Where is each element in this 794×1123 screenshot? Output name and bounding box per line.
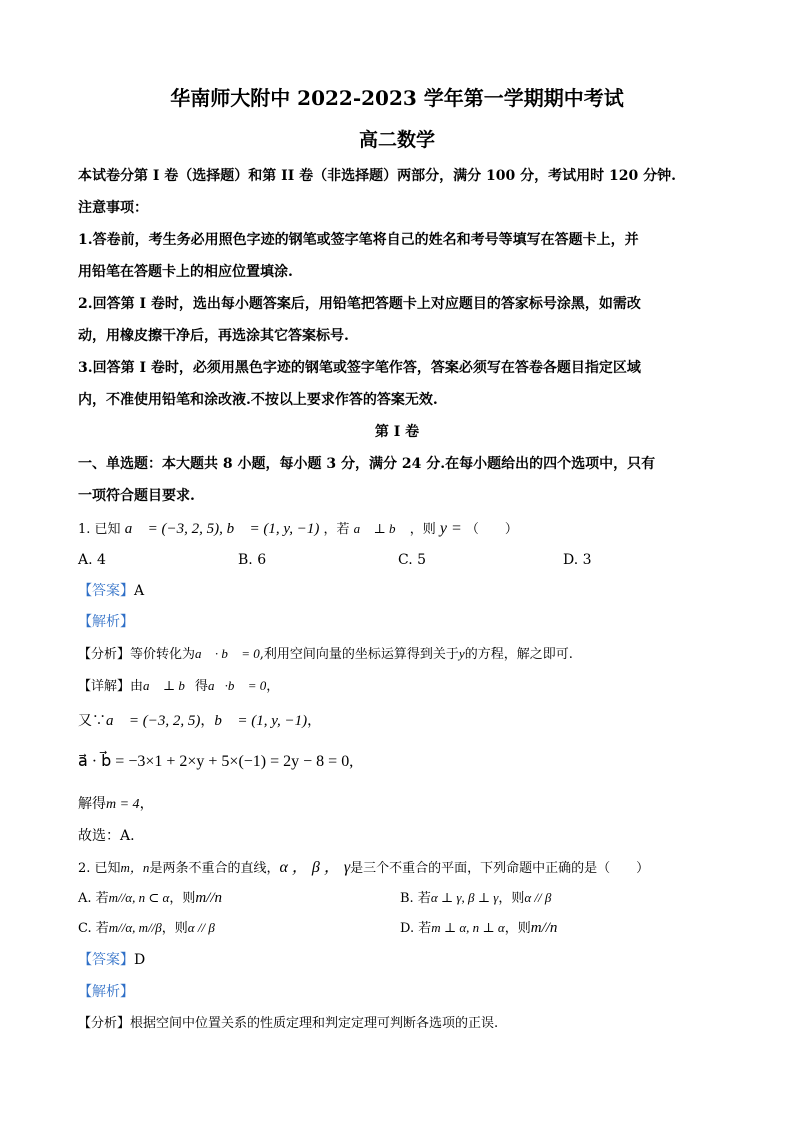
q2-answer-value: D [134, 952, 146, 968]
q2-opt-b-label: B. 若 [400, 891, 431, 906]
q2-answer [78, 950, 145, 970]
exam-subject: 高二数学 [358, 129, 435, 151]
q1-answer [78, 581, 144, 601]
q2-fenxi-text: 根据空间中位置关系的性质定理和判定定理可判断各选项的正误. [130, 1016, 499, 1031]
section-heading-a: 一、单选题：本大题共 8 小题，每小题 3 分，满分 24 分.在每小题给出的四个选项中，只有 [78, 456, 656, 472]
detail-tag: 【详解】 [78, 679, 131, 694]
notice-3a: 3.回答第 I 卷时，必须用黑色字迹的钢笔或签字笔作答，答案必须写在答卷各题目指定区域 [78, 360, 641, 376]
q1-stem [78, 519, 518, 540]
q2-stem-b: 是两条不重合的直线， [149, 861, 280, 876]
notice-2b: 动，用橡皮擦干净后，再选涂其它答案标号. [78, 328, 349, 344]
notice-2a: 2.回答第 I 卷时，选出每小题答案后，用铅笔把答题卡上对应题目的答家标号涂黑，如需改 [78, 296, 641, 312]
q1-detail-m2: a⃗·b⃗ = 0 [208, 678, 267, 693]
q1-fenxi-text-b: ,利用空间向量的坐标运算得到关于 [259, 647, 459, 662]
q2-opt-c-then: ，则 [161, 921, 188, 936]
q2-stem [78, 858, 649, 879]
q1-given-b: b⃗ = (1, y, −1) [214, 713, 308, 729]
q2-opt-b-res: α // β [524, 890, 552, 905]
q1-option-b: B. 6 [238, 552, 267, 568]
q1-end: （ ） [465, 522, 518, 537]
q2-option-d [400, 918, 557, 939]
q1-given-end: ， [307, 713, 322, 729]
q1-detail-a: 由 [130, 679, 144, 694]
q1-option-a: A. 4 [78, 552, 106, 568]
q2-stem-mn: m，n [120, 860, 150, 875]
q1-mid: ，若 [323, 522, 350, 537]
q2-opt-c-math: m//α, m//β [108, 920, 162, 935]
q2-stem-greek: α ， β ， γ [279, 859, 351, 876]
notice-heading: 注意事项： [78, 200, 148, 216]
q2-opt-a-label: A. 若 [78, 891, 109, 906]
exam-title: 华南师大附中 2022-2023 学年第一学期期中考试 [170, 86, 624, 110]
q1-given-sep: ， [200, 713, 215, 729]
q1-solve-end: ， [139, 796, 154, 812]
q2-stem-c: 是三个不重合的平面，下列命题中正确的是（ ） [350, 861, 650, 876]
answer-tag: 【答案】 [78, 583, 134, 599]
q1-option-c: C. 5 [398, 552, 427, 568]
q2-fenxi [78, 1014, 498, 1034]
q1-y: y = [439, 520, 462, 537]
q2-option-c [78, 918, 215, 939]
section-heading-b: 一项符合题目要求. [78, 488, 195, 504]
q2-opt-d-res: m//n [530, 920, 558, 936]
notice-1a: 1.答卷前，考生务必用照色字迹的钢笔或签字笔将自己的姓名和考号等填写在答题卡上，并 [78, 232, 639, 248]
q1-solve [78, 794, 154, 815]
q1-answer-value: A [134, 583, 145, 599]
q1-detail-m1: a⃗ ⊥ b⃗ [143, 678, 195, 693]
q1-choose: 故选：A. [78, 828, 135, 844]
q1-fenxi-math: a⃗ · b⃗ = 0 [195, 646, 260, 661]
q1-solve-prefix: 解得 [78, 796, 106, 812]
q1-fenxi-text-a: 等价转化为 [130, 647, 196, 662]
notice-3b: 内，不准使用铅笔和涂改液.不按以上要求作答的答案无效. [78, 392, 438, 408]
q1-calculation: a⃗ · b⃗ = −3×1 + 2×y + 5×(−1) = 2y − 8 = 0, [78, 753, 354, 770]
q1-vectors: a⃗ = (−3, 2, 5), b⃗ = (1, y, −1) [124, 521, 320, 537]
q2-answer-tag: 【答案】 [78, 952, 134, 968]
q2-opt-a-math: m//α, n ⊂ α [108, 890, 170, 905]
q2-option-b [400, 888, 551, 909]
q1-detail [78, 676, 279, 697]
q1-analysis-tag: 【解析】 [78, 614, 134, 630]
notice-1b: 用铅笔在答题卡上的相应位置填涂. [78, 264, 293, 280]
q2-opt-a-then: ，则 [169, 891, 196, 906]
q1-given-prefix: 又∵ [78, 713, 106, 729]
q2-opt-b-then: ，则 [498, 891, 525, 906]
q1-detail-b: 得 [194, 679, 208, 694]
q1-condition: a⃗ ⊥ b⃗ [353, 521, 406, 536]
q1-prefix: 1. 已知 [78, 522, 121, 537]
q2-stem-a: 2. 已知 [78, 861, 121, 876]
q1-given-a: a⃗ = (−3, 2, 5) [106, 713, 201, 729]
q1-then: ，则 [409, 522, 436, 537]
q2-opt-b-math: α ⊥ γ, β ⊥ γ [430, 890, 499, 905]
q1-option-d: D. 3 [563, 552, 592, 568]
q2-opt-d-then: ，则 [504, 921, 531, 936]
q2-opt-c-res: α // β [187, 920, 215, 935]
q2-analysis-tag: 【解析】 [78, 984, 134, 1000]
q1-given [78, 711, 321, 731]
q2-opt-d-math: m ⊥ α, n ⊥ α [431, 920, 505, 935]
q1-fenxi-y: y [458, 646, 465, 661]
intro-line: 本试卷分第 I 卷（选择题）和第 II 卷（非选择题）两部分，满分 100 分，考试用时 120 分钟. [78, 168, 676, 184]
q1-fenxi [78, 644, 573, 665]
q2-opt-a-res: m//n [195, 890, 222, 906]
fenxi-tag: 【分析】 [78, 647, 131, 662]
q2-option-a [78, 888, 222, 909]
q2-opt-c-label: C. 若 [78, 921, 109, 936]
q1-detail-c: ， [266, 679, 280, 694]
q2-fenxi-tag: 【分析】 [78, 1016, 131, 1031]
volume-heading: 第 I 卷 [374, 424, 420, 440]
q2-opt-d-label: D. 若 [400, 921, 432, 936]
q1-fenxi-text-c: 的方程，解之即可. [464, 647, 573, 662]
q1-solve-math: m = 4 [106, 797, 140, 812]
